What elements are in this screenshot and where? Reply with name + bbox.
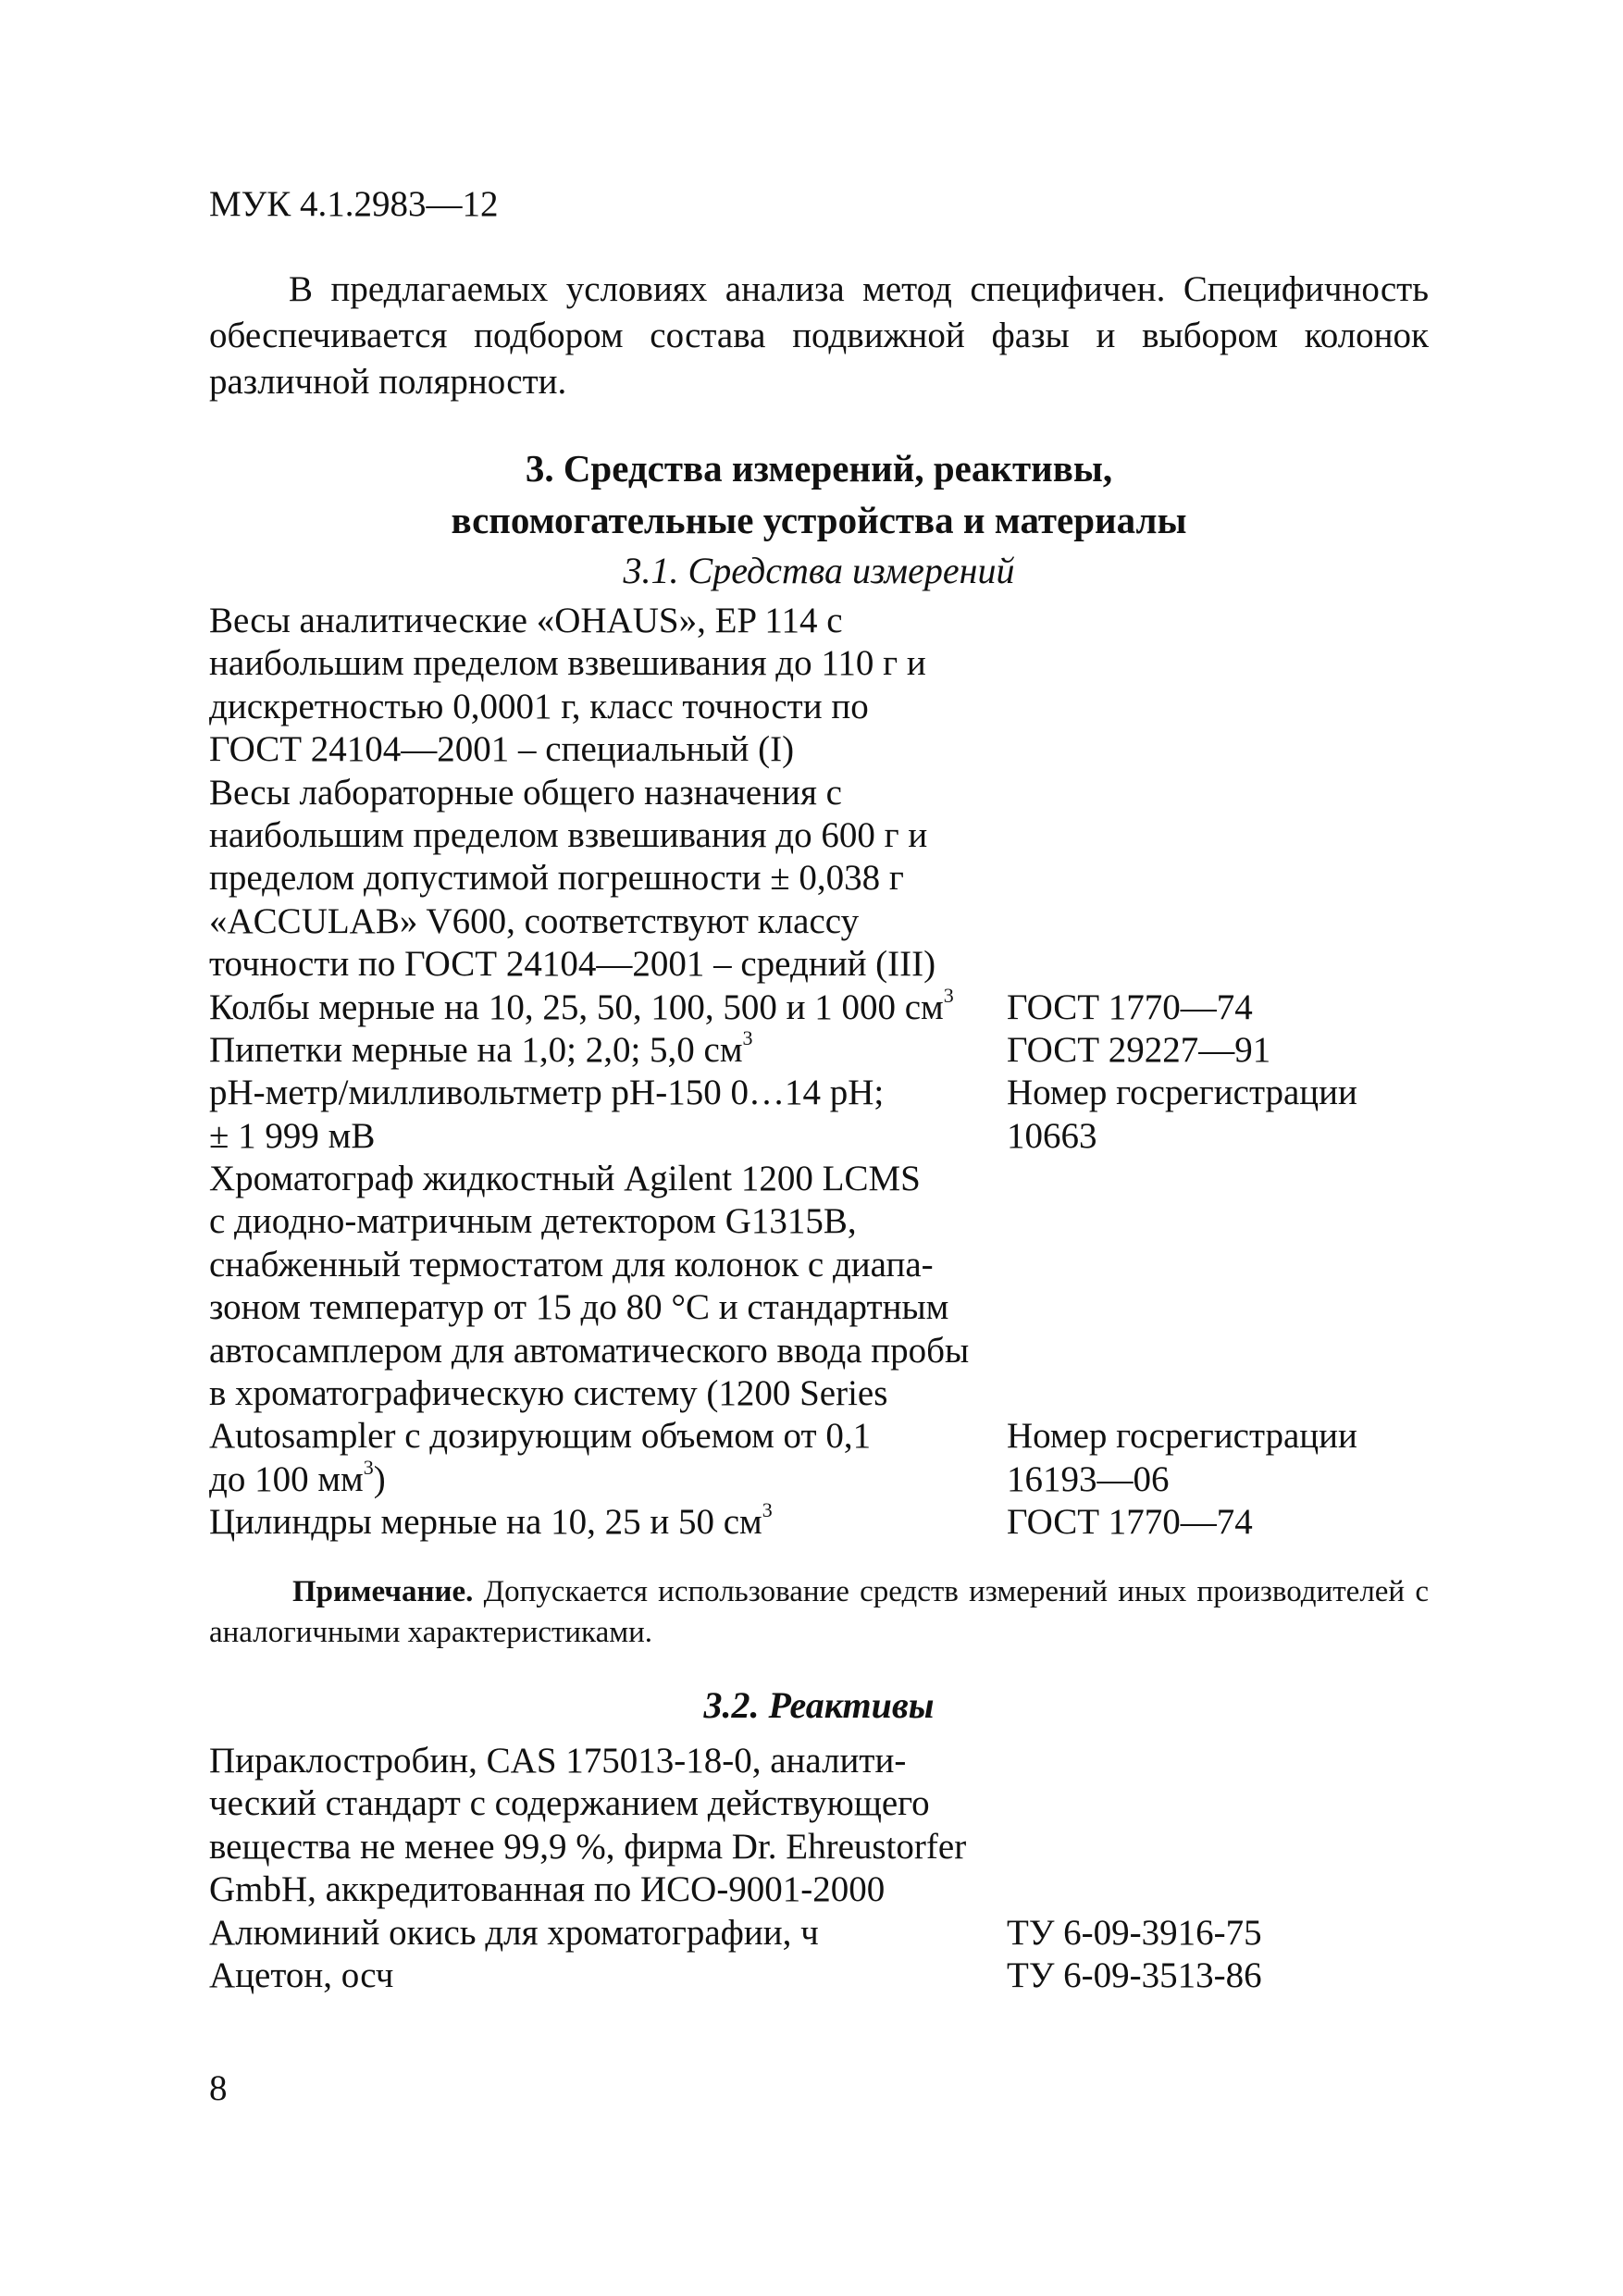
instrument-item-line: Колбы мерные на 10, 25, 50, 100, 500 и 1 000 $см^3$ <box>209 983 954 1027</box>
instrument-item-reference <box>1007 1072 1429 1158</box>
instrument-item-line: Пипетки мерные на 1,0; 2,0; 5,0 $см^3$ <box>209 1025 753 1070</box>
instrument-item-reference-line: ГОСТ 29227—91 <box>1007 1029 1271 1070</box>
instrument-item <box>209 1025 1429 1072</box>
superscript: 3 <box>943 983 954 1007</box>
section-heading-line1: 3. Средства измерений, реактивы, <box>525 447 1113 490</box>
instrument-item-line: наибольшим пределом взвешивания до 600 г и <box>209 814 928 855</box>
reagent-item-reference <box>1007 1740 1429 1912</box>
reagent-item-reference <box>1007 1912 1429 1955</box>
instrument-item-reference <box>1007 772 1429 987</box>
reagent-item-reference-line: ТУ 6-09-3513-86 <box>1007 1955 1262 1995</box>
reagent-item-line: Ацетон, осч <box>209 1955 394 1995</box>
section-heading-line2: вспомогательные устройства и материалы <box>451 499 1187 541</box>
note-label: Примечание. <box>292 1575 474 1608</box>
page-number: 8 <box>209 2068 228 2108</box>
reagent-item-description <box>209 1740 1007 1912</box>
instrument-item <box>209 600 1429 772</box>
reagents-list <box>209 1740 1429 1997</box>
instrument-item-line: «ACCULAB» V600, соответствуют классу <box>209 900 860 941</box>
reagent-item <box>209 1740 1429 1912</box>
instrument-item-line: Хроматограф жидкостный Agilent 1200 LCMS <box>209 1159 921 1199</box>
instrument-item-line: до 100 $мм^3$) <box>209 1455 386 1499</box>
reagent-item-line: Пираклостробин, CAS 175013-18-0, аналити- <box>209 1741 907 1781</box>
note-body: Допускается использование средств измерений иных производителей с аналогичными характеристиками. <box>209 1575 1429 1649</box>
instrument-item-description <box>209 772 1007 987</box>
instrument-item-line: Цилиндры мерные на 10, 25 и 50 $см^3$ <box>209 1498 773 1543</box>
reagent-item <box>209 1955 1429 1997</box>
instrument-item <box>209 1498 1429 1544</box>
instrument-item-line: Весы лабораторные общего назначения с <box>209 772 842 813</box>
instrument-item <box>209 983 1429 1029</box>
reagent-item-line: GmbH, аккредитованная по ИСО-9001-2000 <box>209 1869 886 1910</box>
note-paragraph <box>209 1571 1429 1653</box>
subsection-heading-instruments: 3.1. Средства измерений <box>623 550 1015 591</box>
instrument-item-reference-line: Номер госрегистрации <box>1007 1073 1357 1113</box>
instrument-item <box>209 1072 1429 1158</box>
reagent-item <box>209 1912 1429 1955</box>
instrument-item <box>209 1415 1429 1501</box>
instrument-item-line: снабженный термостатом для колонок с диапа- <box>209 1244 934 1285</box>
superscript: 3 <box>762 1498 773 1522</box>
instrument-item-line: pH-метр/милливольтметр pH-150 0…14 pH; <box>209 1073 885 1113</box>
reagent-item-line: ческий стандарт с содержанием действующего <box>209 1783 930 1824</box>
instrument-item-line: Autosampler с дозирующим объемом от 0,1 <box>209 1416 872 1457</box>
instrument-item-line: Весы аналитические «OHAUS», EP 114 с <box>209 601 843 640</box>
reagent-item-description <box>209 1912 1007 1955</box>
document-code-header: МУК 4.1.2983—12 <box>209 184 499 224</box>
instrument-item-reference <box>1007 600 1429 772</box>
instrument-item-line: пределом допустимой погрешности ± 0,038 г <box>209 858 904 899</box>
instrument-item-reference <box>1007 1501 1429 1544</box>
instrument-item-line: зоном температур от 15 до 80 °С и стандартным <box>209 1287 949 1328</box>
instrument-item <box>209 772 1429 987</box>
reagent-item-description <box>209 1955 1007 1997</box>
instrument-item-line: наибольшим пределом взвешивания до 110 г и <box>209 643 926 684</box>
instrument-item-line: ГОСТ 24104—2001 – специальный (I) <box>209 729 795 770</box>
instrument-item-line: ± 1 999 мВ <box>209 1115 376 1156</box>
instrument-item-description <box>209 1415 1007 1501</box>
instrument-item-description <box>209 983 1007 1029</box>
instrument-item-description <box>209 1158 1007 1415</box>
instrument-item-line: в хроматографическую систему (1200 Series <box>209 1373 888 1414</box>
instrument-item-reference <box>1007 1158 1429 1415</box>
intro-text: В предлагаемых условиях анализа метод специфичен. Специфичность обеспечивается подбором состава подвижной фазы и выбором колонок различной полярности. <box>209 269 1429 402</box>
reagent-item-reference <box>1007 1955 1429 1997</box>
note-text <box>209 1571 1429 1653</box>
instruments-list <box>209 600 1429 1545</box>
instrument-item-reference-line: ГОСТ 1770—74 <box>1007 1502 1253 1543</box>
instrument-item-reference-line: 16193—06 <box>1007 1458 1170 1499</box>
instrument-item <box>209 1158 1429 1415</box>
instrument-item-reference <box>1007 1029 1429 1072</box>
instrument-item-reference-line: ГОСТ 1770—74 <box>1007 987 1253 1027</box>
instrument-item-reference <box>1007 1415 1429 1501</box>
reagent-item-line: вещества не менее 99,9 %, фирма Dr. Ehreustorfer <box>209 1826 967 1867</box>
instrument-item-line: с диодно-матричным детектором G1315B, <box>209 1201 857 1242</box>
instrument-item-description <box>209 1025 1007 1072</box>
instrument-item-description <box>209 600 1007 772</box>
instrument-item-line: автосамплером для автоматического ввода пробы <box>209 1330 970 1371</box>
instrument-item-reference <box>1007 987 1429 1029</box>
intro-paragraph <box>209 267 1429 405</box>
superscript: 3 <box>742 1025 753 1049</box>
instrument-item-line: дискретностью 0,0001 г, класс точности по <box>209 686 869 726</box>
reagent-item-line: Алюминий окись для хроматографии, ч <box>209 1912 819 1953</box>
section-heading <box>209 442 1429 546</box>
superscript: 3 <box>363 1455 374 1479</box>
subsection-heading-reagents: 3.2. Реактивы <box>703 1684 935 1726</box>
instrument-item-reference-line: 10663 <box>1007 1115 1097 1156</box>
reagent-item-reference-line: ТУ 6-09-3916-75 <box>1007 1912 1262 1953</box>
instrument-item-reference-line: Номер госрегистрации <box>1007 1416 1357 1457</box>
instrument-item-description <box>209 1072 1007 1158</box>
instrument-item-description <box>209 1498 1007 1544</box>
instrument-item-line: точности по ГОСТ 24104—2001 – средний (III) <box>209 944 936 985</box>
